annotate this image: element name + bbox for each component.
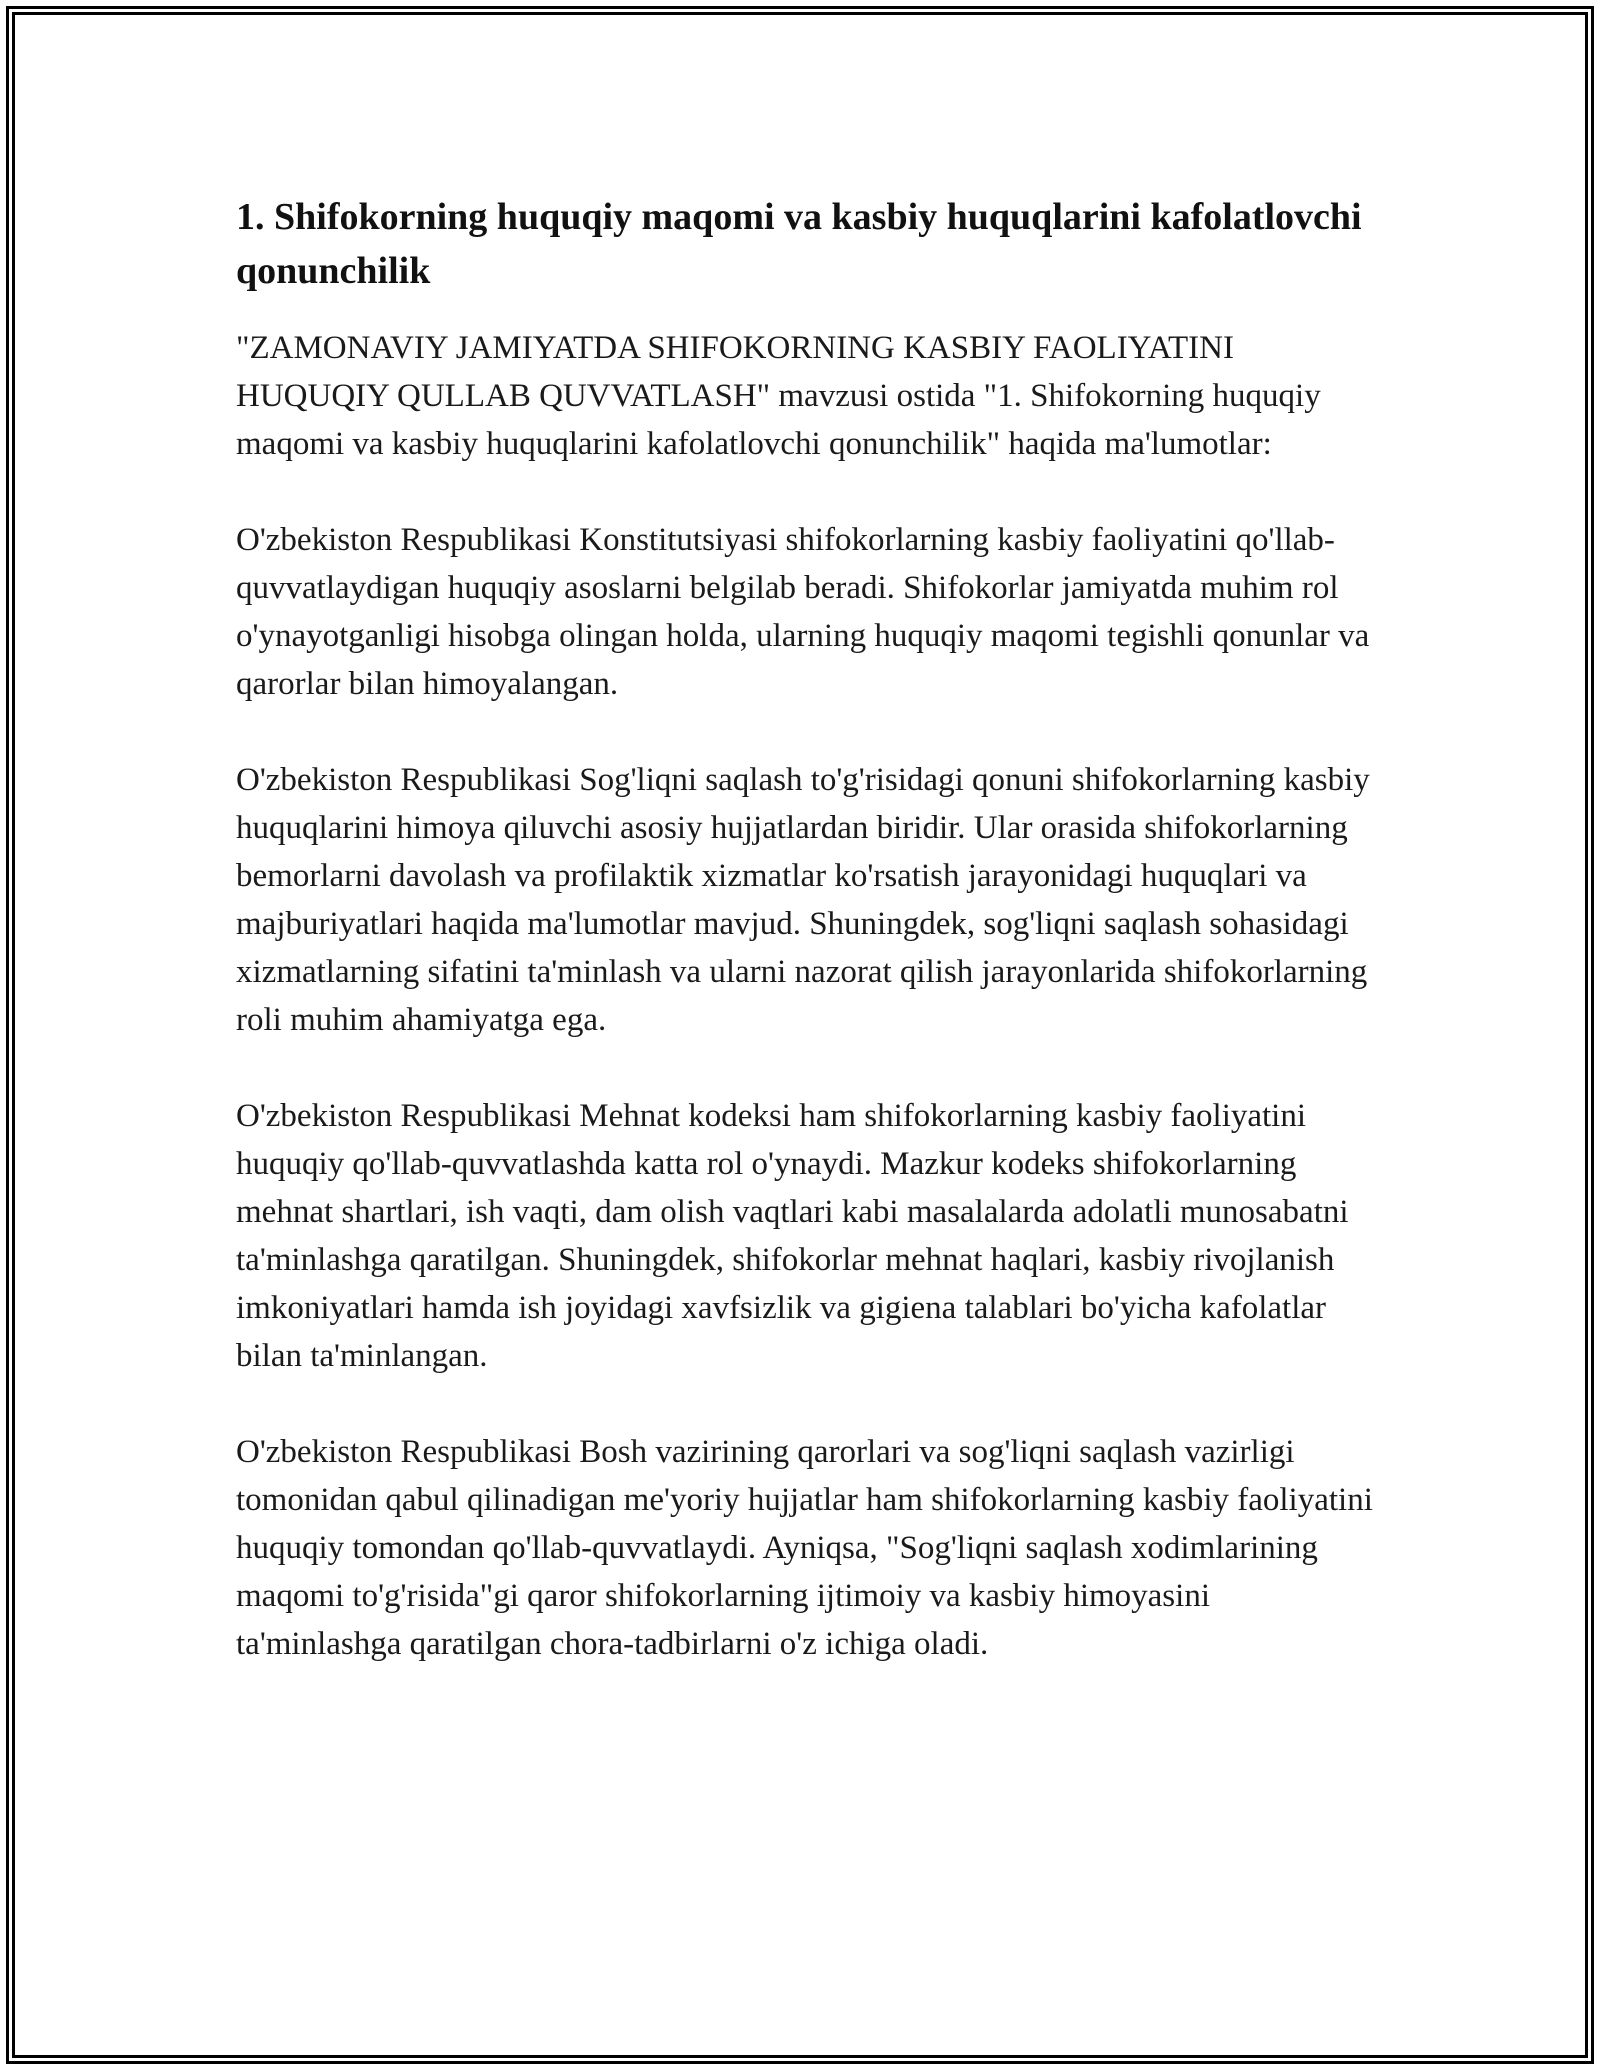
government-decrees-paragraph: O'zbekiston Respublikasi Bosh vazirining qarorlari va sog'liqni saqlash vazirligi tomonidan qabul qilinadigan me'yoriy hujjatlar ham shifokorlarning kasbiy faoliyatini huquqiy tomondan qo'llab-quvvatlaydi. Ayniqsa, "Sog'liqni saqlash xodimlarining maqomi to'g'risida"gi qaror shifokorlarning ijtimoiy va kasbiy himoyasini ta'minlashga qaratilgan chora-tadbirlarni o'z ichiga oladi. [236,1434,1373,1662]
intro-paragraph: "ZAMONAVIY JAMIYATDA SHIFOKORNING KASBIY FAOLIYATINI HUQUQIY QULLAB QUVVATLASH" mavzusi ostida "1. Shifokorning huquqiy maqomi va kasbiy huquqlarini kafolatlovchi qonunchilik" haqida ma'lumotlar: [236,330,1321,462]
labor-code-paragraph: O'zbekiston Respublikasi Mehnat kodeksi ham shifokorlarning kasbiy faoliyatini huquqiy qo'llab-quvvatlashda katta rol o'ynaydi. Mazkur kodeks shifokorlarning mehnat shartlari, ish vaqti, dam olish vaqtlari kabi masalalarda adolatli munosabatni ta'minlashga qaratilgan. Shuningdek, shifokorlar mehnat haqlari, kasbiy rivojlanish imkoniyatlari hamda ish joyidagi xavfsizlik va gigiena talablari bo'yicha kafolatlar bilan ta'minlangan. [236,1098,1349,1374]
constitution-paragraph: O'zbekiston Respublikasi Konstitutsiyasi shifokorlarning kasbiy faoliyatini qo'llab-quvvatlaydigan huquqiy asoslarni belgilab beradi. Shifokorlar jamiyatda muhim rol o'ynayotganligi hisobga olingan holda, ularning huquqiy maqomi tegishli qonunlar va qarorlar bilan himoyalangan. [236,522,1370,702]
health-law-paragraph: O'zbekiston Respublikasi Sog'liqni saqlash to'g'risidagi qonuni shifokorlarning kasbiy huquqlarini himoya qiluvchi asosiy hujjatlardan biridir. Ular orasida shifokorlarning bemorlarni davolash va profilaktik xizmatlar ko'rsatish jarayonidagi huquqlari va majburiyatlari haqida ma'lumotlar mavjud. Shuningdek, sog'liqni saqlash sohasidagi xizmatlarning sifatini ta'minlash va ularni nazorat qilish jarayonlarida shifokorlarning roli muhim ahamiyatga ega. [236,762,1370,1038]
document-body [236,190,1376,1716]
page-title: 1. Shifokorning huquqiy maqomi va kasbiy huquqlarini kafolatlovchi qonunchilik [236,196,1362,292]
